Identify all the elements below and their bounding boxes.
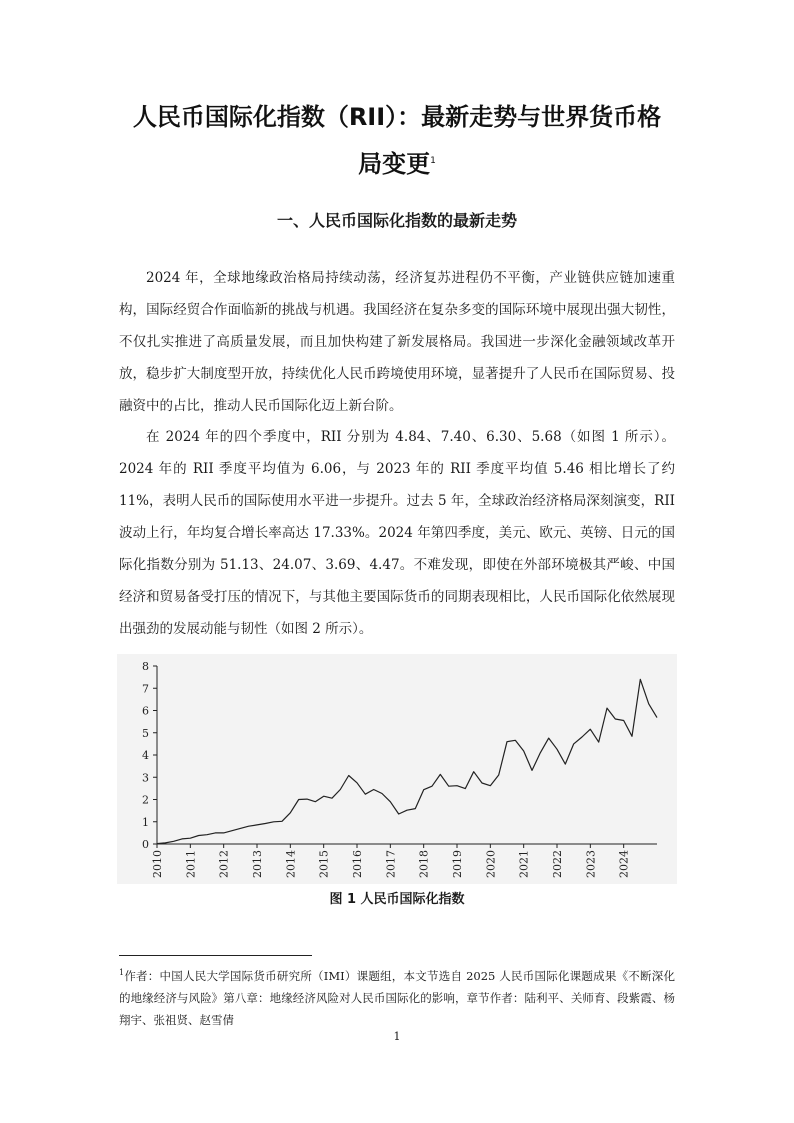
data-point [189,837,192,840]
y-tick-label: 1 [142,815,149,829]
data-point [497,774,500,777]
data-point [222,831,225,834]
x-tick-label: 2014 [284,850,298,878]
footnote-mark: 1 [119,968,125,977]
data-point [297,798,300,801]
data-point [206,833,209,836]
data-point [564,763,567,766]
y-tick-label: 0 [142,838,149,851]
data-point [647,702,650,705]
data-point [339,788,342,791]
page-number: 1 [393,1030,401,1043]
data-point [239,827,242,830]
data-point [639,678,642,681]
x-tick-label: 2017 [384,850,398,878]
data-point [531,769,534,772]
data-point [281,820,284,823]
paragraph-1: 2024 年，全球地缘政治格局持续动荡，经济复苏进程仍不平衡，产业链供应链加速重构，国际经贸合作面临新的挑战与机遇。我国经济在复杂多变的国际环境中展现出强大韧性，不仅扎实推进了高质量发展，而且加快构建了新发展格局。我国进一步深化金融领域改革开放，稳步扩大制度型开放，持续优化人民币跨境使用环境，显著提升了人民币在国际贸易、投融资中的占比，推动人民币国际化迈上新台阶。 [119,270,675,414]
data-point [381,792,384,795]
data-point [606,707,609,710]
data-point [656,716,659,719]
y-tick-label: 2 [142,793,149,807]
data-point [422,788,425,791]
data-point [522,749,525,752]
data-point [439,773,442,776]
data-point [231,829,234,832]
data-point [406,809,409,812]
data-point [581,735,584,738]
data-point [414,807,417,810]
data-point [172,840,175,843]
x-tick-label: 2012 [217,850,231,878]
x-tick-label: 2021 [517,850,531,878]
data-point [272,820,275,823]
data-point [572,742,575,745]
x-tick-label: 2010 [151,850,164,878]
chart-background [117,654,677,884]
data-point [597,741,600,744]
data-point [164,841,167,844]
y-tick-label: 8 [142,660,149,673]
data-point [364,793,367,796]
y-tick-label: 5 [142,726,149,740]
data-point [264,822,267,825]
x-tick-label: 2019 [451,850,464,878]
page-title [110,95,684,186]
data-point [447,785,450,788]
data-point [156,842,159,845]
rii-line-chart [117,654,677,884]
x-tick-label: 2011 [184,850,198,878]
data-point [589,728,592,731]
data-point [514,739,517,742]
data-point [372,788,375,791]
y-tick-label: 7 [142,682,149,696]
data-point [306,798,309,801]
data-point [622,719,625,722]
data-point [347,774,350,777]
data-point [314,800,317,803]
x-tick-label: 2020 [484,850,498,878]
data-point [214,831,217,834]
data-point [539,751,542,754]
section-heading: 一、人民币国际化指数的最新走势 [276,211,517,230]
data-point [247,825,250,828]
x-tick-label: 2018 [417,850,431,878]
footnote [119,962,675,1031]
data-point [456,784,459,787]
data-point [197,834,200,837]
data-point [614,717,617,720]
data-point [489,784,492,787]
data-point [631,735,634,738]
data-point [356,781,359,784]
data-point [464,787,467,790]
paragraph-2: 在 2024 年的四个季度中，RII 分别为 4.84、7.40、6.30、5.68（如图 1 所示）。2024 年的 RII 季度平均值为 6.06，与 2023 年的 RII 季度平均值 5.46 相比增长了约 11%，表明人民币的国际使用水平进一步提升。过去 5 年，全球政治经济格局深刻演变，RII 波动上行，年均复合增长率高达 17.33%。2024 年第四季度，美元、欧元、英镑、日元的国际化指数分别为 51.13、24.07、3.69、4.47。不难发现，即使在外部环境极其严峻、中国经济和贸易备受打压的情况下，与其他主要国际货币的同期表现相比，人民币国际化依然展现出强劲的发展动能与韧性（如图 2 所示）。 [119,429,675,637]
data-point [481,782,484,785]
data-point [322,795,325,798]
data-point [472,770,475,773]
data-point [397,812,400,815]
y-tick-label: 4 [142,749,149,762]
title-line-2 [110,139,684,186]
x-tick-label: 2022 [551,850,564,878]
title-line-1: 人民币国际化指数（RII）：最新走势与世界货币格 [132,103,662,131]
data-point [389,800,392,803]
title-line-2-text: 局变更 [358,150,431,178]
x-tick-label: 2015 [317,850,331,878]
data-point [181,837,184,840]
y-tick-label: 3 [142,771,149,785]
data-point [547,737,550,740]
x-tick-label: 2013 [251,850,264,878]
figure-caption: 图 1 人民币国际化指数 [329,892,465,907]
title-footnote-mark: 1 [430,156,436,166]
x-tick-label: 2016 [351,850,364,878]
data-point [556,748,559,751]
data-point [256,823,259,826]
data-point [506,740,509,743]
data-point [431,785,434,788]
data-point [289,811,292,814]
x-tick-label: 2024 [617,850,631,878]
data-point [331,797,334,800]
footnote-divider [119,955,312,956]
footnote-text: 作者：中国人民大学国际货币研究所（IMI）课题组，本文节选自 2025 人民币国际化课题成果《不断深化的地缘经济与风险》第八章：地缘经济风险对人民币国际化的影响，章节作者：陆利平、关师育、段紫霞、杨翔宇、张祖贤、赵雪倩 [119,968,675,1027]
x-tick-label: 2023 [584,850,598,878]
y-tick-label: 6 [142,704,149,718]
